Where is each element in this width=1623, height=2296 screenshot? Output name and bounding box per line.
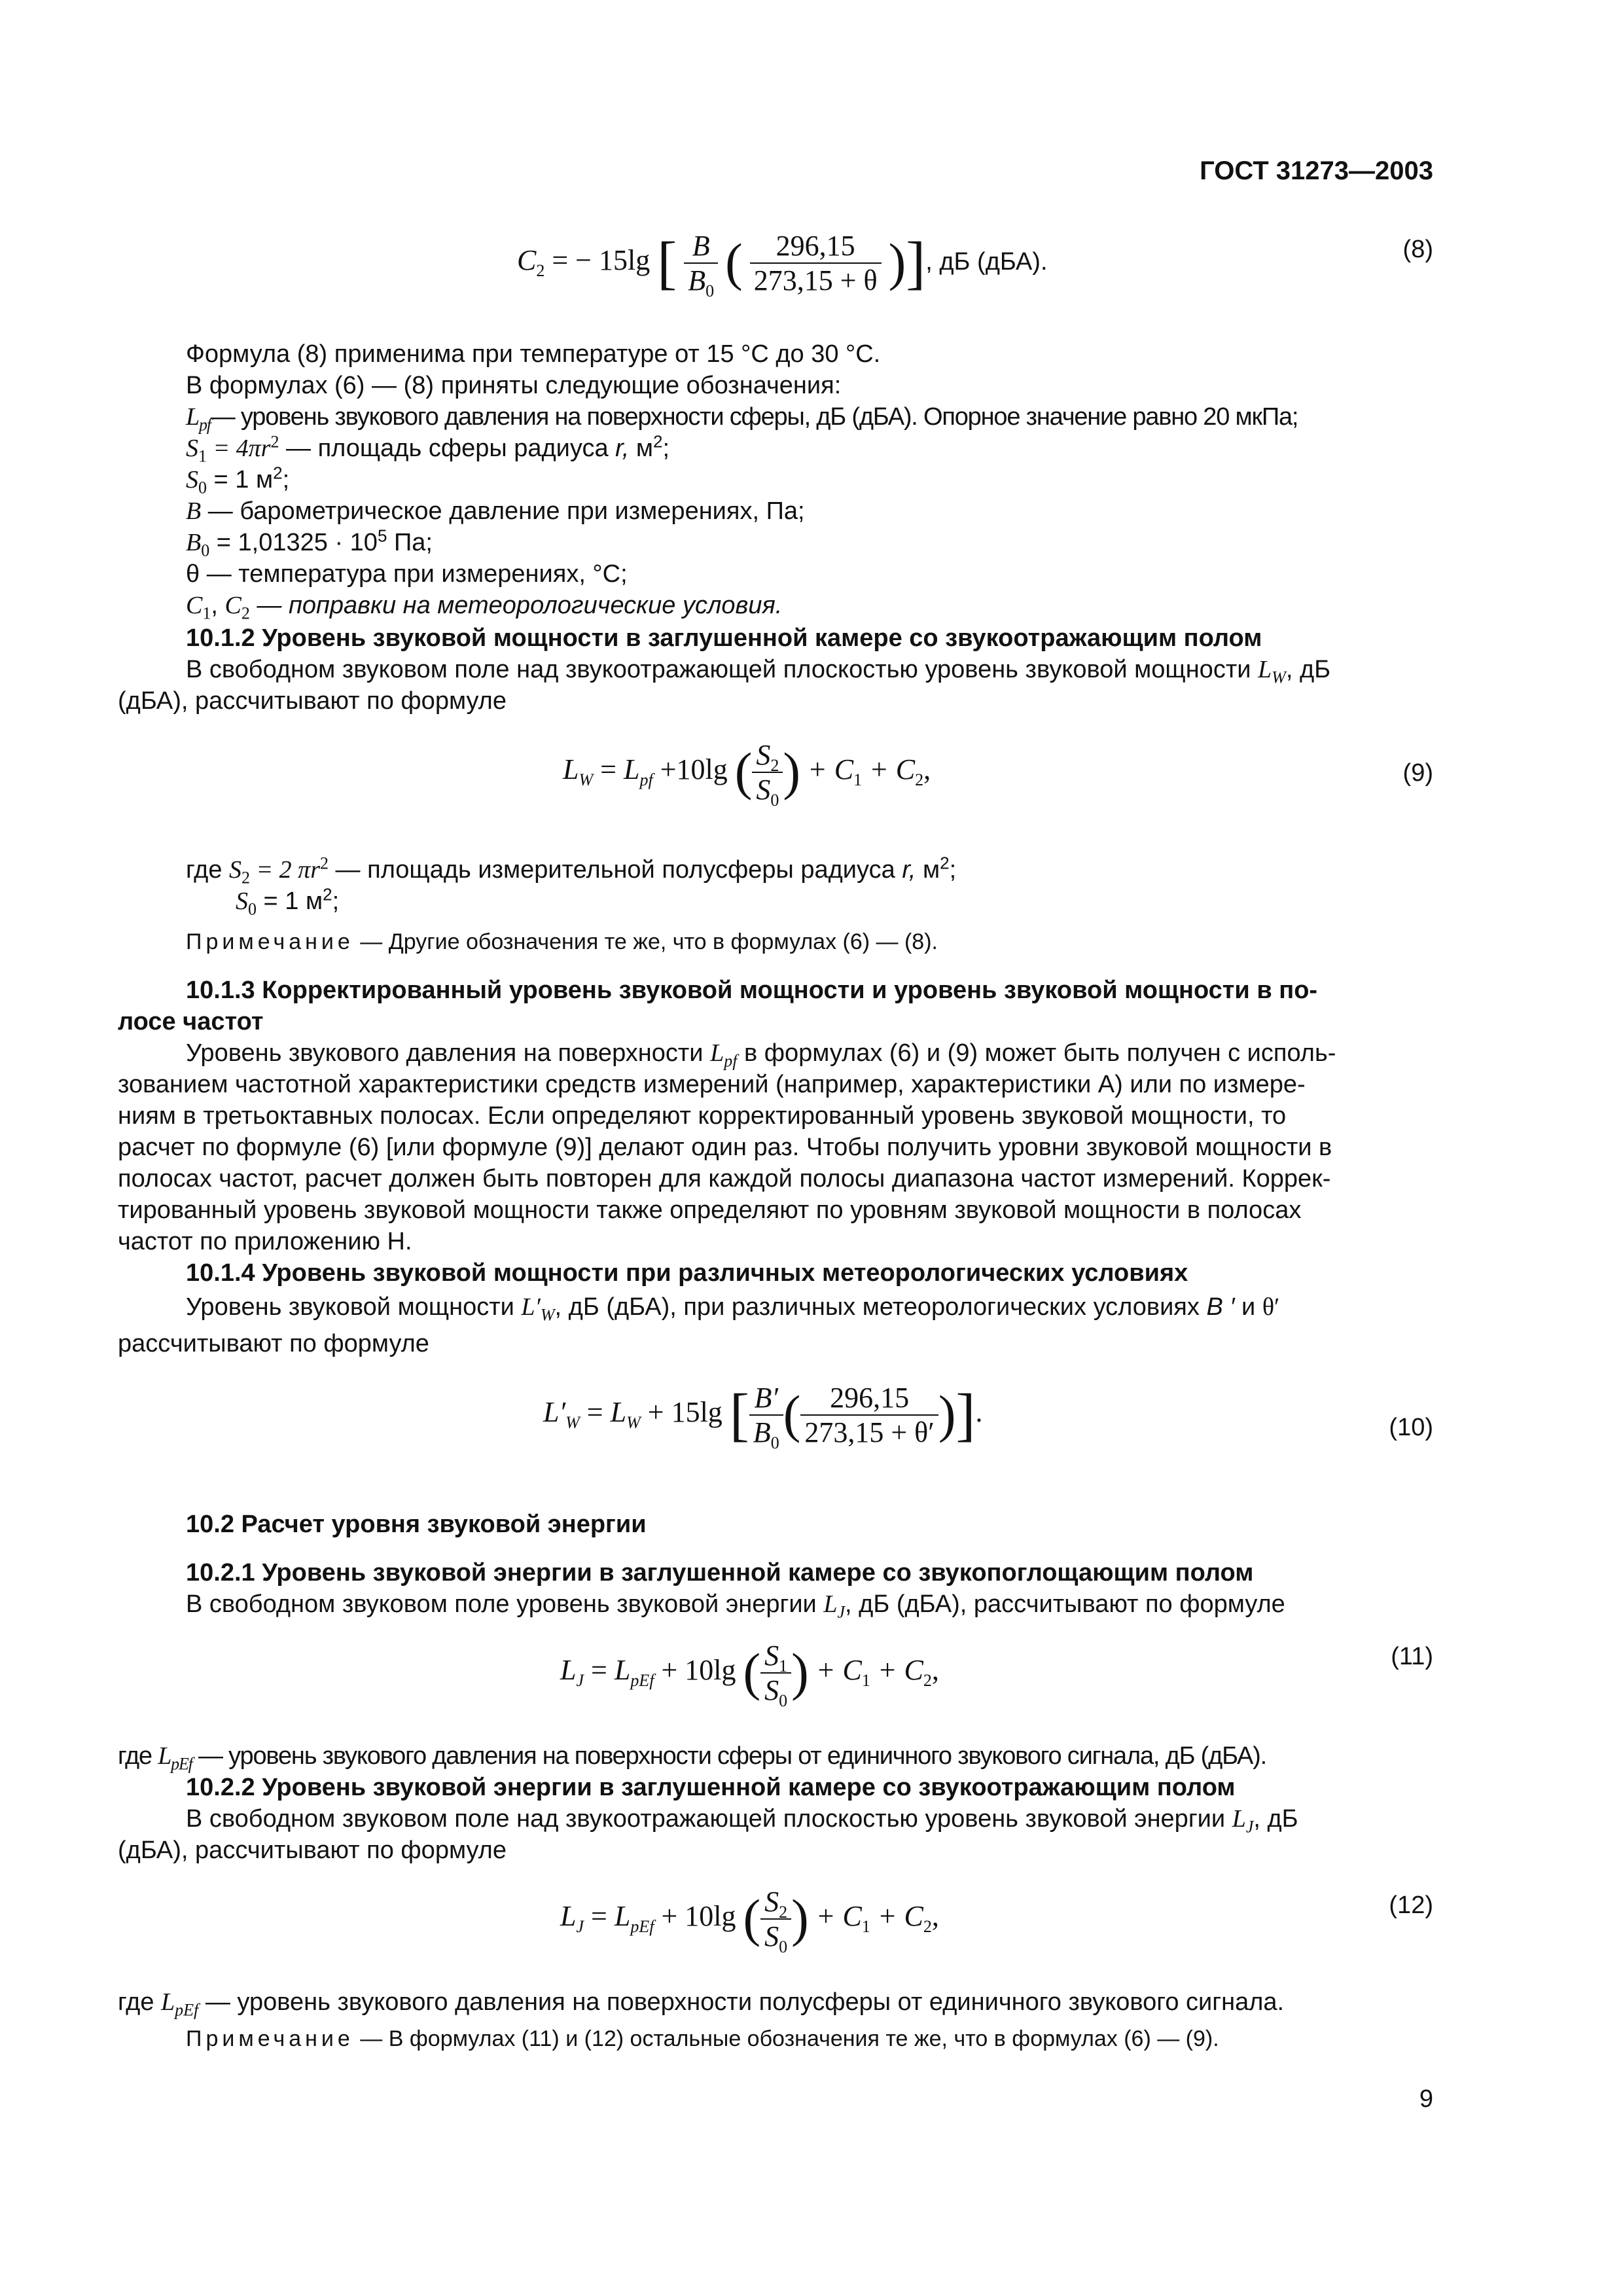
notation-theta: θ — температура при измерениях, °С; bbox=[186, 560, 628, 588]
note-2: Примечание — В формулах (11) и (12) остальные обозначения те же, что в формулах (6) — (9). bbox=[186, 2026, 1219, 2051]
notation-b: B — барометрическое давление при измерениях, Па; bbox=[186, 497, 805, 525]
document-id: ГОСТ 31273—2003 bbox=[1200, 156, 1433, 185]
equation-11-number: (11) bbox=[1391, 1643, 1433, 1670]
section-10-1-2-text-2: (дБА), рассчитывают по формуле bbox=[118, 687, 507, 715]
section-10-1-2-text: В свободном звуковом поле над звукоотражающей плоскостью уровень звуковой мощности $L_W$, дБ bbox=[186, 656, 1331, 687]
notation-intro: В формулах (6) — (8) приняты следующие обозначения: bbox=[186, 372, 842, 399]
section-10-1-2-title: 10.1.2 Уровень звуковой мощности в заглушенной камере со звукоотражающим полом bbox=[186, 624, 1262, 652]
section-10-1-3-line-6: тированный уровень звуковой мощности также определяют по уровням звуковой мощности в полосах bbox=[118, 1196, 1302, 1224]
equation-12: $L_J = L_{pEf} + 10\lg$ ( $\frac{S_2}{S_0}$ ) + $C_1 + C_2$, bbox=[560, 1886, 939, 1956]
section-10-1-3-line-1: Уровень звукового давления на поверхности $L_{pf}$ в формулах (6) и (9) может быть получен с исполь- bbox=[186, 1039, 1336, 1071]
section-10-1-3-line-3: ниям в третьоктавных полосах. Если определяют корректированный уровень звуковой мощности, то bbox=[118, 1102, 1287, 1130]
note-1: Примечание — Другие обозначения те же, что в формулах (6) — (8). bbox=[186, 929, 938, 954]
section-10-1-4-title: 10.1.4 Уровень звуковой мощности при различных метеорологических условиях bbox=[186, 1259, 1188, 1287]
section-10-2-2-title: 10.2.2 Уровень звуковой энергии в заглушенной камере со звукоотражающим полом bbox=[186, 1774, 1236, 1801]
section-10-1-3-title-2: лосе частот bbox=[118, 1008, 264, 1035]
equation-12-number: (12) bbox=[1389, 1892, 1433, 1919]
equation-8: $C_2$ = − 15lg [ $\frac{B}{B_0}$ ( $\frac{296,15}{273,15 + \theta}$ )], дБ (дБА). bbox=[517, 230, 1048, 300]
equation-9-where-s0: $S_0 = 1$ $м^2$; bbox=[236, 884, 340, 919]
equation-10-number: (10) bbox=[1389, 1414, 1433, 1441]
section-10-1-3-title: 10.1.3 Корректированный уровень звуковой мощности и уровень звуковой мощности в по- bbox=[186, 977, 1318, 1004]
equation-9-where-s2: где $S_2 = 2$ $\pi r^2$ — площадь измерительной полусферы радиуса r, $м^2$; bbox=[186, 853, 957, 888]
section-10-2-2-text: В свободном звуковом поле над звукоотражающей плоскостью уровень звуковой энергии $L_J$, дБ bbox=[186, 1805, 1298, 1837]
section-10-1-4-line-1: Уровень звуковой мощности $L'_W$, дБ (дБА), при различных метеорологических условиях B ′ и θ′ bbox=[186, 1293, 1280, 1325]
equation-10: $L'_W = L_W + 15\lg$ [ $\frac{B'}{B_0}$ ( $\frac{296,15}{273,15 + \theta'}$ )]. bbox=[543, 1382, 983, 1452]
section-10-2-title: 10.2 Расчет уровня звуковой энергии bbox=[186, 1511, 647, 1538]
notation-c1-c2: $C_1$, $C_2$ — поправки на метеорологические условия. bbox=[186, 592, 783, 623]
section-10-2-2-text-2: (дБА), рассчитывают по формуле bbox=[118, 1837, 507, 1864]
notation-lpf: $L_{pf}—$ уровень звукового давления на поверхности сферы, дБ (дБА). Опорное значение равно 20 мкПа; bbox=[186, 403, 1298, 435]
equation-11-where: где $L_{pEf}$ — уровень звукового давления на поверхности сферы от единичного звукового сигнала, дБ (дБА). bbox=[118, 1742, 1266, 1774]
section-10-2-1-text: В свободном звуковом поле уровень звуковой энергии $L_J$, дБ (дБА), рассчитывают по формуле bbox=[186, 1590, 1285, 1622]
notation-b0: $B_0 = 1,01325 \cdot 10^5$ Па; bbox=[186, 526, 433, 560]
equation-9: $L_W = L_{pf} +10\lg$ ( $\frac{S_2}{S_0}$ ) + $C_1 + C_2$, bbox=[563, 739, 931, 810]
equation-12-where: где $L_{pEf}$ — уровень звукового давления на поверхности полусферы от единичного звукового сигнала. bbox=[118, 1988, 1285, 2020]
formula-note: Формула (8) применима при температуре от 15 °С до 30 °С. bbox=[186, 340, 881, 368]
equation-9-number: (9) bbox=[1402, 759, 1433, 787]
equation-8-number: (8) bbox=[1402, 236, 1433, 263]
section-10-1-3-line-2: зованием частотной характеристики средств измерений (например, характеристики A) или по измере- bbox=[118, 1071, 1306, 1098]
section-10-2-1-title: 10.2.1 Уровень звуковой энергии в заглушенной камере со звукопоглощающим полом bbox=[186, 1559, 1254, 1587]
notation-s1: $S_1 = 4\pi r^2$ — площадь сферы радиуса r, $м^2$; bbox=[186, 431, 669, 466]
page-number: 9 bbox=[1419, 2085, 1433, 2113]
section-10-1-3-line-4: расчет по формуле (6) [или формуле (9)] делают один раз. Чтобы получить уровни звуковой мощности в bbox=[118, 1134, 1332, 1161]
section-10-1-3-line-5: полосах частот, расчет должен быть повторен для каждой полосы диапазона частот измерений. Коррек- bbox=[118, 1165, 1331, 1193]
equation-11: $L_J = L_{pEf} + 10\lg$ ( $\frac{S_1}{S_0}$ ) + $C_1 + C_2$, bbox=[560, 1640, 939, 1710]
section-10-1-3-line-7: частот по приложению Н. bbox=[118, 1228, 412, 1255]
section-10-1-4-line-2: рассчитывают по формуле bbox=[118, 1330, 429, 1357]
notation-s0: $S_0 = 1$ $м^2$; bbox=[186, 463, 290, 497]
